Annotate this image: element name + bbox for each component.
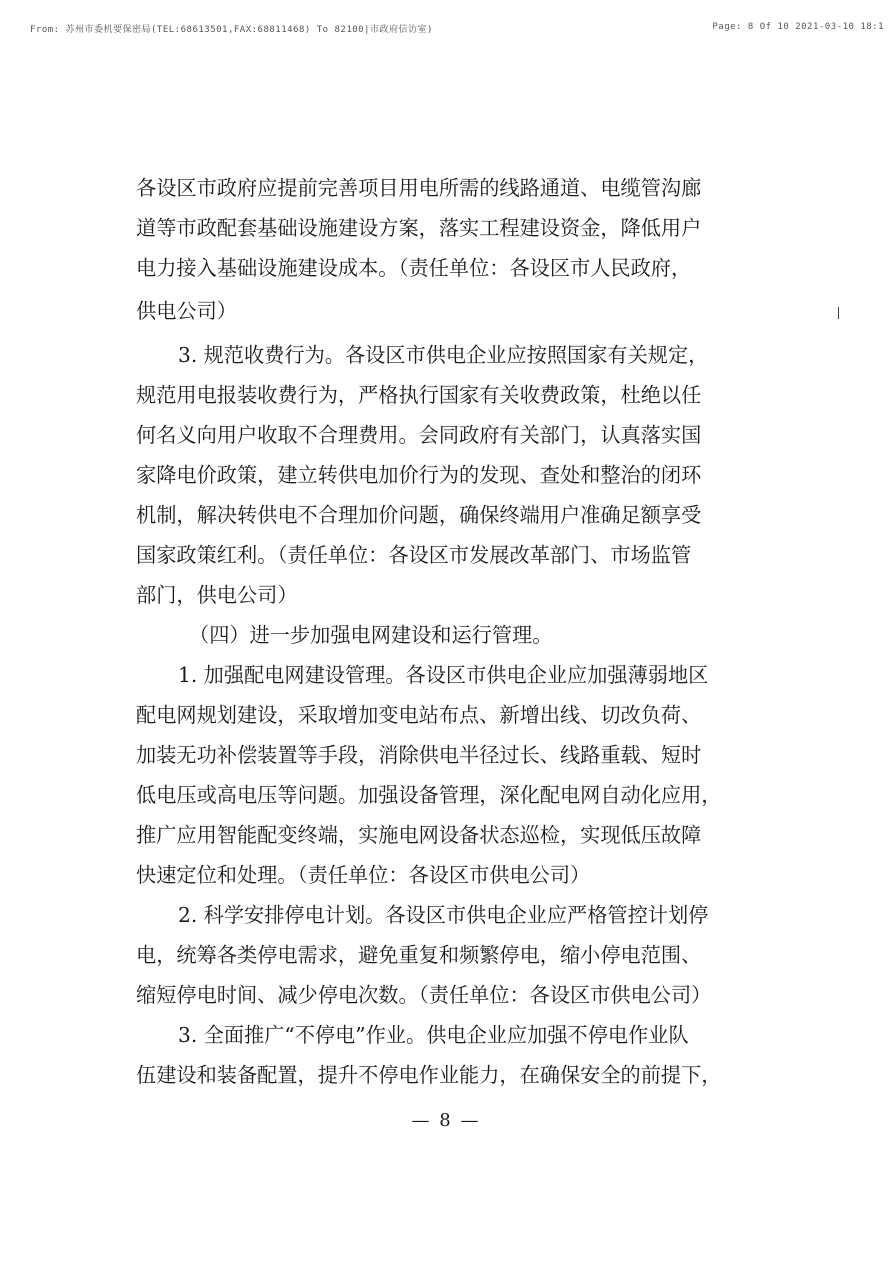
text-line: 缩短停电时间、减少停电次数。（责任单位：各设区市供电公司）: [136, 983, 712, 1007]
text-line: 3. 全面推广“不停电”作业。供电企业应加强不停电作业队: [178, 1023, 689, 1047]
text-line: 国家政策红利。（责任单位：各设区市发展改革部门、市场监管: [136, 543, 692, 567]
fax-page-info: Page: 8 Of 10 2021-03-10 18:1: [712, 22, 884, 32]
text-line: 道等市政配套基础设施建设方案，落实工程建设资金，降低用户: [136, 216, 702, 240]
section-heading: （四）进一步加强电网建设和运行管理。: [189, 623, 553, 647]
text-line: 配电网规划建设，采取增加变电站布点、新增出线、切改负荷、: [136, 703, 702, 727]
text-line: 规范用电报装收费行为，严格执行国家有关收费政策，杜绝以任: [136, 383, 702, 407]
fax-header: [30, 22, 884, 36]
text-line: 部门，供电公司）: [136, 583, 298, 607]
text-line: 3. 规范收费行为。各设区市供电企业应按照国家有关规定，: [178, 343, 709, 367]
text-line: 电，统筹各类停电需求，避免重复和频繁停电，缩小停电范围、: [136, 943, 702, 967]
text-line: 机制，解决转供电不合理加价问题，确保终端用户准确足额享受: [136, 503, 702, 527]
page-number: — 8 —: [411, 1110, 481, 1131]
document-body: [136, 168, 786, 1095]
text-line: 推广应用智能配变终端，实施电网设备状态巡检，实现低压故障: [136, 823, 702, 847]
text-line: 供电公司）: [136, 299, 237, 323]
text-line: 1. 加强配电网建设管理。各设区市供电企业应加强薄弱地区: [178, 663, 709, 687]
text-line: 低电压或高电压等问题。加强设备管理，深化配电网自动化应用，: [136, 783, 722, 807]
text-line: 家降电价政策，建立转供电加价行为的发现、查处和整治的闭环: [136, 463, 702, 487]
text-line: 2. 科学安排停电计划。各设区市供电企业应严格管控计划停: [178, 903, 709, 927]
text-line: 电力接入基础设施建设成本。（责任单位：各设区市人民政府，: [136, 256, 692, 280]
text-line: 伍建设和装备配置，提升不停电作业能力，在确保安全的前提下，: [136, 1063, 722, 1087]
text-line: 各设区市政府应提前完善项目用电所需的线路通道、电缆管沟廊: [136, 176, 702, 200]
scan-mark: [838, 307, 839, 319]
fax-sender-info: From: 苏州市委机要保密局(TEL:68613501,FAX:68811468) To 82100|市政府信访室): [30, 25, 433, 35]
text-line: 快速定位和处理。（责任单位：各设区市供电公司）: [136, 863, 591, 887]
text-line: 何名义向用户收取不合理费用。会同政府有关部门，认真落实国: [136, 423, 702, 447]
text-line: 加装无功补偿装置等手段，消除供电半径过长、线路重载、短时: [136, 743, 702, 767]
